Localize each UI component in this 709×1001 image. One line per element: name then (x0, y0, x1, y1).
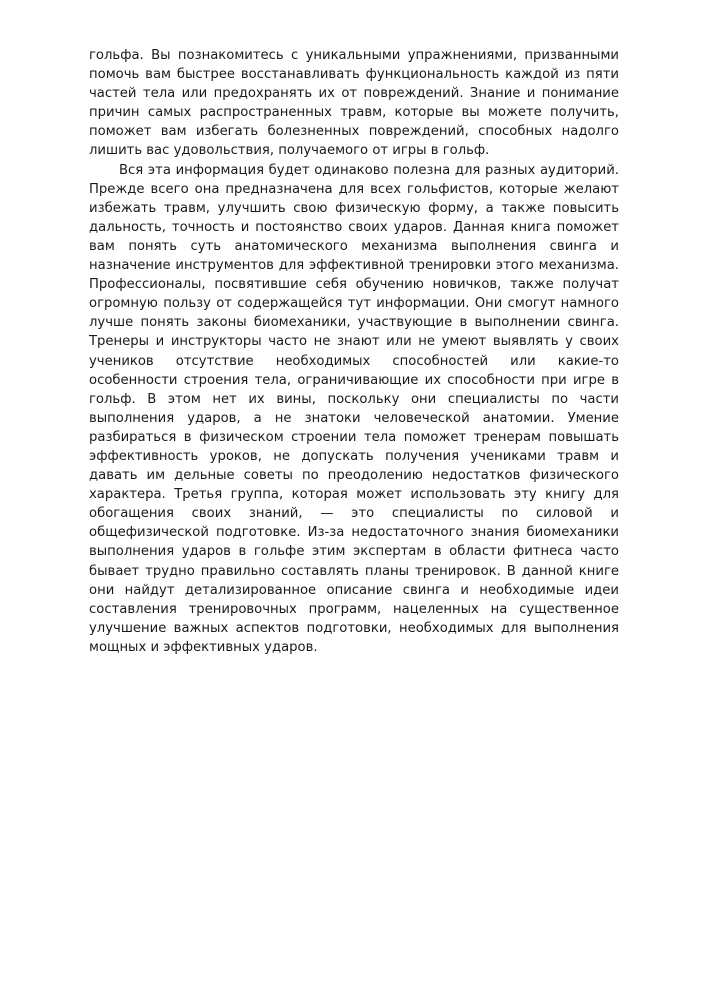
paragraph-1: гольфа. Вы познакомитесь с уникальными упражнениями, призванными помочь вам быстрее восстанавливать функциональность каждой из пяти частей тела или предохранять их от повреждений. Знание и понимание причин самых распространенных травм, которые вы можете получить, поможет вам избегать болезненных повреждений, способных надолго лишить вас удовольствия, получаемого от игры в гольф. (89, 48, 619, 159)
body-text (89, 46, 619, 657)
paragraph-2: Вся эта информация будет одинаково полезна для разных аудиторий. Прежде всего она предназначена для всех гольфистов, которые желают избежать травм, улучшить свою физическую форму, а также повысить дальность, точность и постоянство своих ударов. Данная книга поможет вам понять суть анатомического механизма выполнения свинга и назначение инструментов для эффективной тренировки этого механизма. Профессионалы, посвятившие себя обучению новичков, также получат огромную пользу от содержащейся тут информации. Они смогут намного лучше понять законы биомеханики, участвующие в выполнении свинга. Тренеры и инструкторы часто не знают или не умеют выявлять у своих учеников отсутствие необходимых способностей или какие-то особенности строения тела, ограничивающие их способности при игре в гольф. В этом нет их вины, поскольку они специалисты по части выполнения ударов, а не знатоки человеческой анатомии. Умение разбираться в физическом строении тела поможет тренерам повышать эффективность уроков, не допускать получения учениками травм и давать им дельные советы по преодолению недостатков физического характера. Третья группа, которая может использовать эту книгу для обогащения своих знаний, — это специалисты по силовой и общефизической подготовке. Из-за недостаточного знания биомеханики выполнения ударов в гольфе этим экспертам в области фитнеса часто бывает трудно правильно составлять планы тренировок. В данной книге они найдут детализированное описание свинга и необходимые идеи составления тренировочных программ, нацеленных на существенное улучшение важных аспектов подготовки, необходимых для выполнения мощных и эффективных ударов. (89, 162, 619, 655)
